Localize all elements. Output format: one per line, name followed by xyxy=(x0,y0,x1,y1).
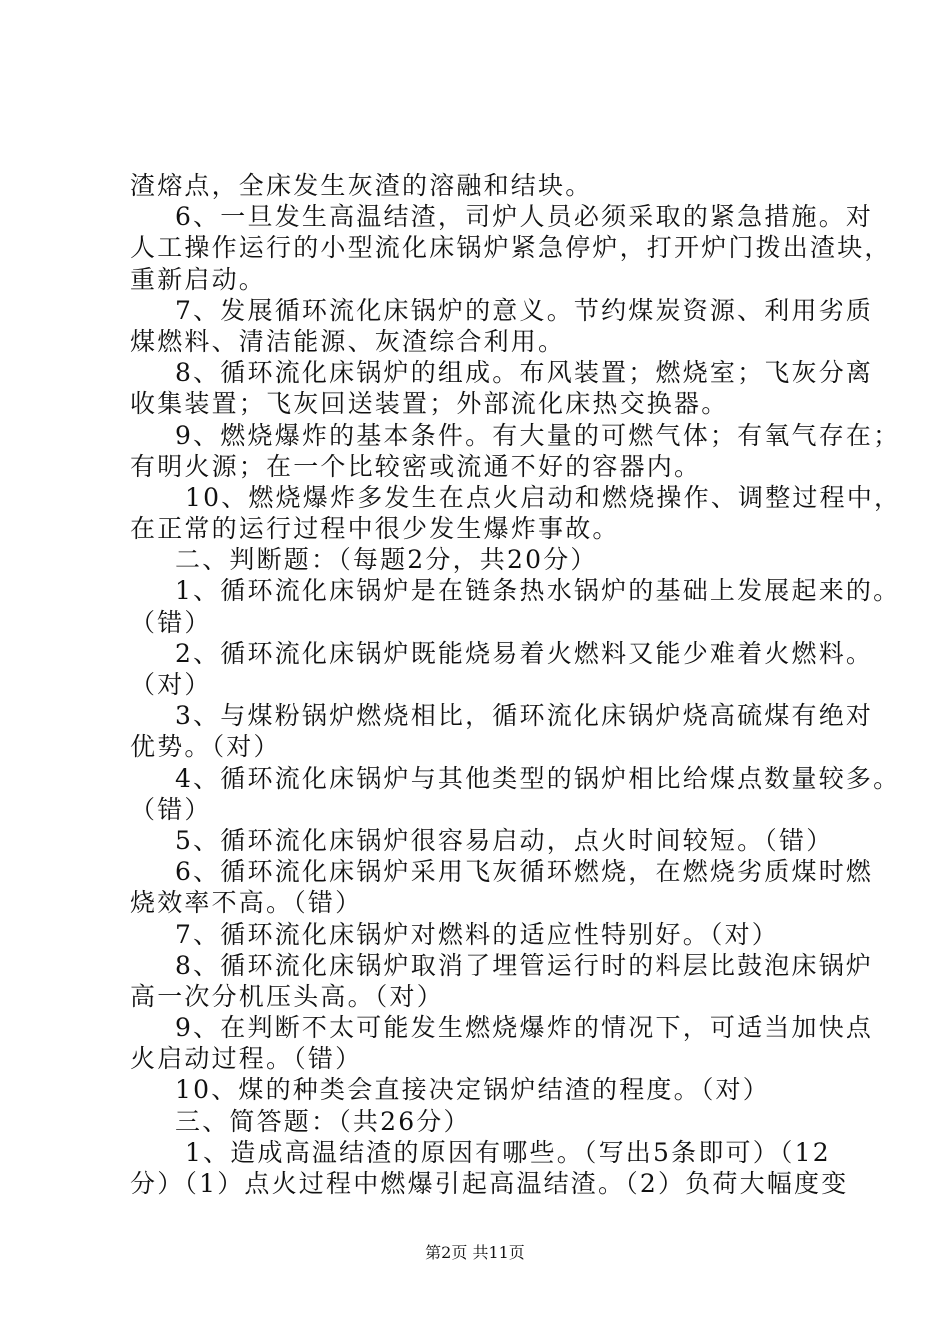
page-number-footer: 第2页 共11页 xyxy=(425,1243,525,1262)
text-line: 优势。（对） xyxy=(130,732,281,762)
text-line: 收集装置；飞灰回送装置；外部流化床热交换器。 xyxy=(130,389,729,419)
text-line: 分）（1）点火过程中燃爆引起高温结渣。（2）负荷大幅度变 xyxy=(130,1169,849,1198)
section-heading: 二、判断题：（每题2分，共20分） xyxy=(175,545,598,575)
text-line: 6、一旦发生高温结渣，司炉人员必须采取的紧急措施。对 xyxy=(175,202,874,232)
text-line: 8、循环流化床锅炉取消了埋管运行时的料层比鼓泡床锅炉 xyxy=(175,950,874,980)
text-line: 10、煤的种类会直接决定锅炉结渣的程度。（对） xyxy=(175,1075,770,1105)
document-body xyxy=(130,170,902,1199)
text-line: （对） xyxy=(130,670,212,699)
text-line: 5、循环流化床锅炉很容易启动，点火时间较短。（错） xyxy=(175,825,834,855)
text-line: 有明火源；在一个比较密或流通不好的容器内。 xyxy=(130,451,702,481)
text-line: 烧效率不高。（错） xyxy=(130,888,363,918)
text-line: 4、循环流化床锅炉与其他类型的锅炉相比给煤点数量较多。 xyxy=(175,763,901,793)
text-line: 重新启动。 xyxy=(130,264,267,294)
text-line: 1、造成高温结渣的原因有哪些。（写出5条即可）（12 xyxy=(185,1137,831,1167)
text-line: 2、循环流化床锅炉既能烧易着火燃料又能少难着火燃料。 xyxy=(175,638,874,668)
text-line: 7、循环流化床锅炉对燃料的适应性特别好。（对） xyxy=(175,919,780,949)
text-line: 6、循环流化床锅炉采用飞灰循环燃烧，在燃烧劣质煤时燃 xyxy=(175,857,874,887)
text-line: 渣熔点，全床发生灰渣的溶融和结块。 xyxy=(130,171,593,200)
text-line: 在正常的运行过程中很少发生爆炸事故。 xyxy=(130,514,620,544)
text-line: （错） xyxy=(130,607,212,637)
text-line: 人工操作运行的小型流化床锅炉紧急停炉，打开炉门拨出渣块， xyxy=(130,233,892,263)
text-line: 高一次分机压头高。（对） xyxy=(130,981,444,1011)
text-line: 3、与煤粉锅炉燃烧相比，循环流化床锅炉烧高硫煤有绝对 xyxy=(175,701,874,731)
text-line: 9、在判断不太可能发生燃烧爆炸的情况下，可适当加快点 xyxy=(175,1013,874,1043)
text-line: 9、燃烧爆炸的基本条件。有大量的可燃气体；有氧气存在； xyxy=(175,420,901,450)
section-heading: 三、简答题：（共26分） xyxy=(175,1106,471,1136)
text-line: （错） xyxy=(130,794,212,824)
text-line: 火启动过程。（错） xyxy=(130,1044,363,1074)
text-line: 煤燃料、清洁能源、灰渣综合利用。 xyxy=(130,326,566,356)
text-line: 7、发展循环流化床锅炉的意义。节约煤炭资源、利用劣质 xyxy=(175,295,874,325)
text-line: 10、燃烧爆炸多发生在点火启动和燃烧操作、调整过程中， xyxy=(185,482,902,512)
text-line: 8、循环流化床锅炉的组成。布风装置；燃烧室；飞灰分离 xyxy=(175,358,874,388)
text-line: 1、循环流化床锅炉是在链条热水锅炉的基础上发展起来的。 xyxy=(175,576,901,606)
